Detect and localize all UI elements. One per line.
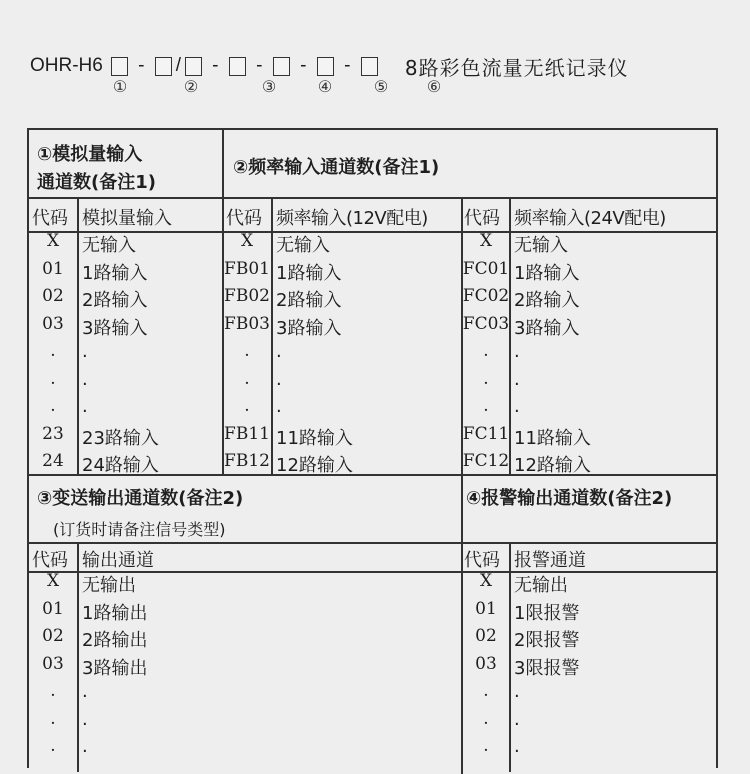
- row-description: .: [276, 341, 282, 362]
- code-box-6: [361, 57, 378, 76]
- row-code: 01: [475, 598, 497, 619]
- row-code: .: [483, 708, 489, 729]
- divider: [77, 197, 79, 474]
- row-code: 02: [42, 286, 64, 306]
- row-description: 3限报警: [514, 657, 580, 679]
- dash-separator: -: [212, 55, 219, 76]
- row-description: 2路输入: [276, 290, 342, 311]
- col-header-analog: 模拟量输入: [82, 208, 172, 229]
- row-description: .: [82, 368, 88, 390]
- row-code: FC11: [462, 423, 510, 444]
- row-code: .: [50, 341, 56, 361]
- row-description: 2路输出: [82, 630, 148, 651]
- row-code: X: [240, 231, 254, 251]
- row-description: 无输入: [514, 235, 568, 256]
- dash-separator: -: [256, 55, 263, 76]
- row-description: .: [514, 708, 520, 730]
- code-box-4: [273, 57, 290, 76]
- col-header-code: 代码: [226, 208, 262, 229]
- col-header-freq-12v: 频率输入(12V配电): [276, 208, 428, 229]
- row-description: 3路输入: [276, 317, 342, 339]
- row-code: FC12: [462, 451, 510, 471]
- row-description: 2限报警: [514, 630, 580, 651]
- row-description: .: [82, 341, 88, 362]
- row-description: 24路输入: [82, 455, 159, 476]
- row-description: .: [276, 396, 282, 417]
- row-code: .: [483, 341, 489, 361]
- section2-title: ②频率输入通道数(备注1): [233, 157, 440, 178]
- model-prefix: OHR-H6: [30, 55, 103, 76]
- row-description: 3路输入: [514, 317, 580, 339]
- row-code: 03: [42, 653, 64, 674]
- row-description: .: [514, 396, 520, 417]
- row-code: 23: [42, 423, 64, 444]
- row-code: 02: [475, 626, 497, 646]
- col-header-alarm: 报警通道: [514, 550, 586, 571]
- code-box-5: [317, 57, 334, 76]
- col-header-code: 代码: [32, 550, 68, 571]
- row-code: .: [483, 736, 489, 756]
- row-code: FC03: [462, 313, 510, 334]
- divider: [271, 197, 273, 474]
- row-code: 01: [42, 258, 64, 279]
- row-code: .: [244, 341, 250, 361]
- divider: [29, 542, 718, 544]
- section1-title-line2: 通道数(备注1): [37, 172, 156, 193]
- col-header-output: 输出通道: [82, 550, 154, 571]
- row-description: 3路输入: [82, 317, 148, 339]
- model-code-line: [30, 52, 629, 80]
- row-description: 1限报警: [514, 602, 580, 624]
- slash-separator: /: [175, 55, 181, 76]
- row-code: .: [483, 368, 489, 389]
- row-code: X: [479, 571, 493, 591]
- section3-note: (订货时请备注信号类型): [53, 520, 226, 539]
- marker-4: ④: [317, 77, 333, 96]
- row-description: 1路输入: [82, 262, 148, 284]
- row-description: .: [82, 736, 88, 757]
- row-code: 02: [42, 626, 64, 646]
- col-header-code: 代码: [464, 550, 500, 571]
- row-code: FB11: [224, 423, 270, 444]
- row-description: 11路输入: [276, 427, 353, 449]
- col-header-freq-24v: 频率输入(24V配电): [514, 208, 666, 229]
- row-description: 1路输入: [514, 262, 580, 284]
- row-description: .: [82, 396, 88, 417]
- code-box-2b: [185, 57, 202, 76]
- section3-title: ③变送输出通道数(备注2): [37, 488, 244, 509]
- row-description: 无输入: [276, 235, 330, 256]
- row-code: .: [50, 708, 56, 729]
- row-description: 11路输入: [514, 427, 591, 449]
- row-code: .: [50, 368, 56, 389]
- row-code: X: [46, 231, 60, 251]
- row-code: .: [244, 396, 250, 416]
- order-code-table: [27, 128, 718, 768]
- row-description: 23路输入: [82, 427, 159, 449]
- dash-separator: -: [300, 55, 307, 76]
- marker-2: ②: [183, 77, 199, 96]
- row-code: .: [50, 396, 56, 416]
- row-code: .: [483, 396, 489, 416]
- row-code: .: [50, 736, 56, 756]
- row-description: 无输入: [82, 235, 136, 256]
- row-description: .: [514, 681, 520, 702]
- product-description: 8路彩色流量无纸记录仪: [404, 55, 629, 80]
- row-description: 3路输出: [82, 657, 148, 679]
- marker-1: ①: [112, 77, 128, 96]
- row-code: FB03: [224, 313, 270, 334]
- row-code: X: [46, 571, 60, 591]
- row-description: .: [82, 708, 88, 730]
- row-code: 24: [42, 451, 64, 471]
- row-description: 1路输入: [276, 262, 342, 284]
- marker-3: ③: [261, 77, 277, 96]
- col-header-code: 代码: [32, 208, 68, 229]
- row-code: .: [50, 681, 56, 701]
- divider: [29, 197, 718, 199]
- code-box-3: [229, 57, 246, 76]
- col-header-code: 代码: [464, 208, 500, 229]
- divider: [77, 542, 79, 772]
- row-code: X: [479, 231, 493, 251]
- section1-title-line1: ①模拟量输入: [37, 144, 143, 165]
- row-code: FB02: [224, 286, 270, 306]
- row-description: .: [276, 368, 282, 390]
- row-code: FC02: [462, 286, 510, 306]
- row-code: 03: [42, 313, 64, 334]
- row-description: 无输出: [82, 575, 136, 596]
- row-description: 2路输入: [82, 290, 148, 311]
- row-description: 无输出: [514, 575, 568, 596]
- row-code: 01: [42, 598, 64, 619]
- row-description: 12路输入: [514, 455, 591, 476]
- marker-5: ⑤: [373, 77, 389, 96]
- marker-6: ⑥: [426, 77, 442, 96]
- row-description: 1路输出: [82, 602, 148, 624]
- dash-separator: -: [344, 55, 351, 76]
- row-description: .: [82, 681, 88, 702]
- row-code: 03: [475, 653, 497, 674]
- row-description: .: [514, 341, 520, 362]
- row-code: FC01: [462, 258, 510, 279]
- row-code: .: [483, 681, 489, 701]
- row-code: .: [244, 368, 250, 389]
- row-description: 2路输入: [514, 290, 580, 311]
- dash-separator: -: [138, 55, 145, 76]
- row-code: FB01: [224, 258, 270, 279]
- code-box-1: [111, 57, 128, 76]
- section4-title: ④报警输出通道数(备注2): [466, 488, 673, 509]
- row-code: FB12: [224, 451, 270, 471]
- code-box-2: [155, 57, 172, 76]
- row-description: .: [514, 736, 520, 757]
- row-description: .: [514, 368, 520, 390]
- divider: [461, 474, 463, 774]
- row-description: 12路输入: [276, 455, 353, 476]
